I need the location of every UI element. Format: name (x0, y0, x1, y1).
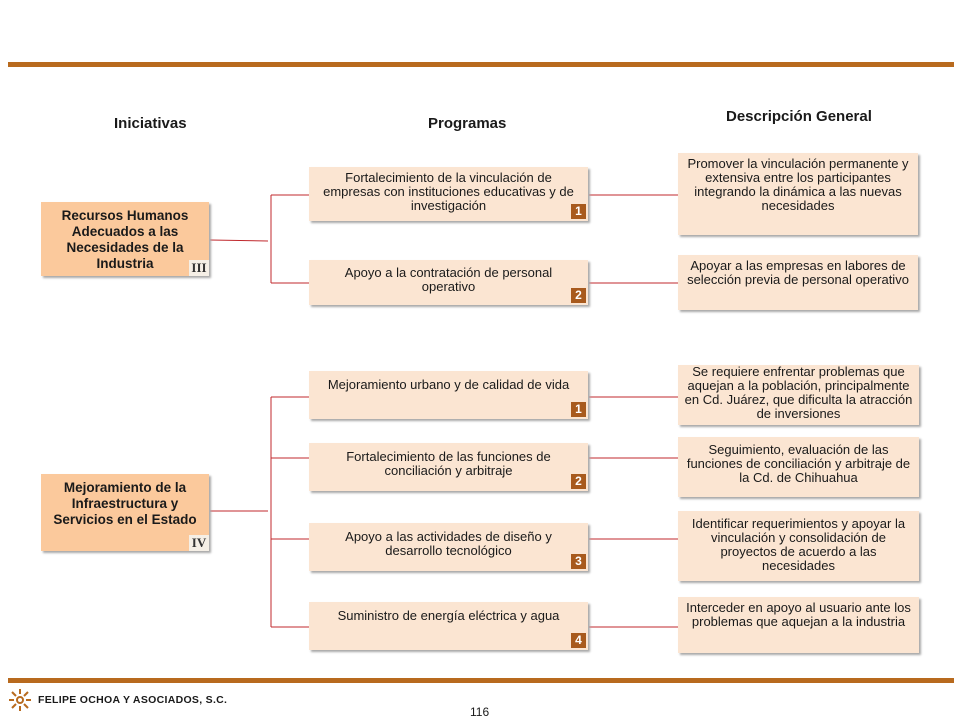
program-number-badge: 2 (571, 288, 586, 303)
company-logo-icon (8, 688, 32, 712)
program-label: Mejoramiento urbano y de calidad de vida (327, 377, 570, 392)
program-box (309, 443, 588, 491)
program-number-badge: 1 (571, 204, 586, 219)
description-box (678, 597, 919, 653)
header-initiatives: Iniciativas (114, 115, 187, 132)
description-text: Identificar requerimientos y apoyar la vinculación y consolidación de proyectos de acuerdo a las necesidades (691, 516, 906, 573)
description-box (678, 153, 918, 235)
description-text: Promover la vinculación permanente y extensiva entre los participantes integrando la dinámica a las nuevas necesidades (687, 156, 909, 213)
program-number-badge: 1 (571, 402, 586, 417)
header-description: Descripción General (726, 108, 872, 125)
description-box (678, 511, 919, 581)
program-box (309, 602, 588, 650)
description-box (678, 437, 919, 497)
description-text: Interceder en apoyo al usuario ante los problemas que aquejan a la industria (686, 600, 911, 629)
company-name: FELIPE OCHOA Y ASOCIADOS, S.C. (38, 694, 228, 706)
initiative-label: Recursos Humanos Adecuados a las Necesidades de la Industria (61, 208, 189, 271)
page-number: 116 (470, 705, 490, 719)
initiative-box-iii (41, 202, 209, 276)
bottom-rule (8, 678, 954, 683)
program-box (309, 523, 588, 571)
program-number-badge: 3 (571, 554, 586, 569)
program-label: Suministro de energía eléctrica y agua (337, 608, 560, 623)
program-label: Apoyo a la contratación de personal operativo (344, 265, 553, 294)
description-text: Apoyar a las empresas en labores de selección previa de personal operativo (687, 258, 909, 287)
program-box (309, 260, 588, 305)
roman-badge: III (189, 260, 209, 276)
program-box (309, 167, 588, 221)
program-label: Fortalecimiento de la vinculación de empresas con instituciones educativas y de investigación (323, 170, 574, 213)
program-box (309, 371, 588, 419)
roman-badge: IV (189, 535, 209, 551)
description-text: Se requiere enfrentar problemas que aquejan a la población, principalmente en Cd. Juárez, que dificulta la atracción de inversiones (684, 364, 913, 421)
header-programs: Programas (428, 115, 507, 132)
description-box (678, 365, 919, 425)
program-number-badge: 2 (571, 474, 586, 489)
program-number-badge: 4 (571, 633, 586, 648)
program-label: Apoyo a las actividades de diseño y desarrollo tecnológico (345, 529, 552, 558)
description-text: Seguimiento, evaluación de las funciones de conciliación y arbitraje de la Cd. de Chihuahua (686, 442, 911, 485)
description-box (678, 255, 918, 310)
program-label: Fortalecimiento de las funciones de conciliación y arbitraje (346, 449, 551, 478)
initiative-label: Mejoramiento de la Infraestructura y Servicios en el Estado (53, 480, 197, 527)
initiative-box-iv (41, 474, 209, 551)
